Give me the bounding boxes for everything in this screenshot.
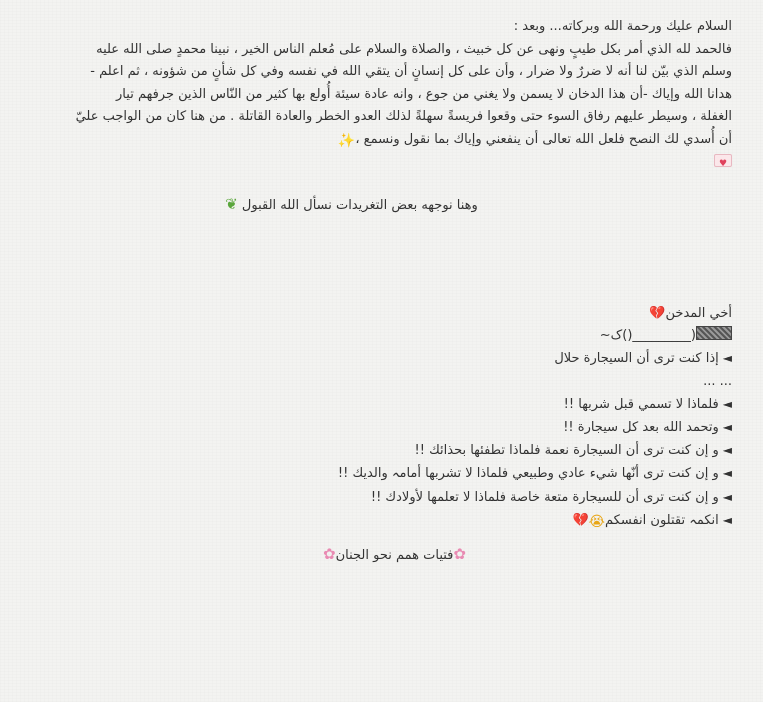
list-item: ◄و إن كنت ترى أن السيجارة نعمة فلماذا تطفئها بحذائك !! [414,443,732,459]
arrow-left-icon: ◄ [722,466,732,481]
arrow-left-icon: ◄ [722,512,732,527]
list-item: ◄إذا كنت ترى أن السيجارة حلال [554,351,732,367]
list-item: ◄و إن كنت ترى أنّها شيء عادي وطبيعي فلماذا لا تشربها أمامہ والديك !! [337,466,732,482]
signature: ✿فتيات همم نحو الجنان✿ [323,545,466,563]
arrow-left-icon: ◄ [722,443,732,458]
smoker-message [150,303,732,533]
list-heading: أخي المدخن💔 [649,306,732,321]
intro-envelope-line [34,152,732,175]
sparkles-icon: ✨ [337,132,356,149]
intro-line: فالحمد لله الذي أمر بكل طيبٍ ونهى عن كل خبيث ، والصلاة والسلام على مُعلم الناس الخير ، نبينا محمدٍ صلى الله عليه [96,41,732,57]
broken-heart-icon: 💔 [649,306,666,321]
intro-line-last: أن أُسدي لك النصح فلعل الله تعالى أن ينفعني وإياك بما نقول ونسمع ،✨ [34,129,732,153]
cherry-blossom-icon: ✿ [323,545,336,563]
leaves-icon: ❦ [225,195,238,213]
list-ellipsis: ... ... [703,373,732,389]
intro-line: الغفلة ، وسيطر عليهم رفاق السوء حتى وقعوا فريسةً سهلةً لذلك العدو الخطر والعادة القاتلة . من هنا كان من الواجب عليّ [75,109,732,124]
intro-greeting: السلام عليك ورحمة الله وبركاته... وبعد : [513,19,732,34]
intro-line: وسلم الذي بيّن لنا أنه لا ضررٌ ولا ضرار ، وأن على كل إنسانٍ أن يتقي الله في نفسه وفي كل شأنٍ من شؤونه ، ثم اعلم - [90,64,732,79]
intro-line: هدانا الله وإياك -أن هذا الدخان لا يسمن ولا يغني من جوع ، وانه عادة سيئة أُولع بها كثير من النّاس الذين جرفهم تيار [116,86,732,102]
tweets-intro-line: وهنا نوجهه بعض التغريدات نسأل الله القبول ❦ [225,195,478,213]
arrow-left-icon: ◄ [722,420,732,435]
love-letter-icon [714,154,732,167]
arrow-left-icon: ◄ [722,489,732,504]
intro-paragraph [34,16,732,175]
shaded-block-icon [696,326,732,340]
list-item: ◄انكمہ تقتلون انفسكم😭💔 [150,509,732,533]
crying-face-icon: 😭 [588,513,606,530]
arrow-left-icon: ◄ [722,396,732,411]
cigarette-art: (_________()ک~ [150,325,732,347]
list-item: ◄وتحمد الله بعد كل سيجارة !! [563,420,732,436]
arrow-left-icon: ◄ [722,351,732,366]
cherry-blossom-icon: ✿ [453,545,466,563]
broken-heart-icon: 💔 [572,512,589,528]
list-item: ◄فلماذا لا تسمي قبل شربها !! [563,396,732,412]
list-item: ◄و إن كنت ترى أن للسيجارة متعة خاصة فلماذا لا تعلمها لأولادك !! [370,489,732,505]
